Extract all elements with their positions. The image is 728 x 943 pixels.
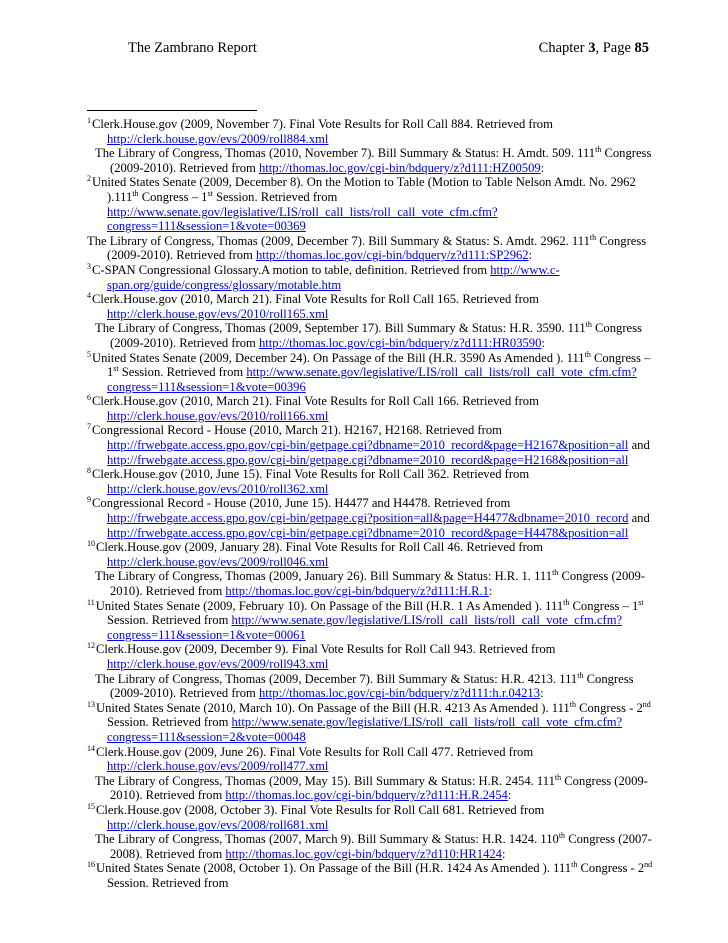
footnote-text: C-SPAN Congressional Glossary.A motion to table, definition. Retrieved from <box>92 262 491 277</box>
footnote-number: 6 <box>87 393 91 403</box>
reference-link[interactable]: http://thomas.loc.gov/cgi-bin/bdquery/z?d111:HR03590 <box>259 335 542 350</box>
reference-link[interactable]: http://clerk.house.gov/evs/2009/roll477.xml <box>107 759 329 774</box>
footnote-text: The Library of Congress, Thomas (2009, September 17). Bill Summary & Status: H.R. 3590. 111 <box>95 321 586 336</box>
footnote-text: Clerk.House.gov (2008, October 3). Final Vote Results for Roll Call 681. Retrieved from <box>96 802 545 817</box>
ordinal-superscript: th <box>558 831 566 841</box>
page-prefix: , Page <box>595 40 635 56</box>
footnote-text: Clerk.House.gov (2009, June 26). Final Vote Results for Roll Call 477. Retrieved from <box>96 744 534 759</box>
footnote-text: The Library of Congress, Thomas (2010, November 7). Bill Summary & Status: H. Amdt. 509. 111 <box>95 146 596 161</box>
footnote-number: 14 <box>87 743 95 753</box>
footnote-text: Session. Retrieved from <box>107 715 232 730</box>
footnote-text: United States Senate (2009, December 8). On the Motion to Table (Motion to Table Nelson Amdt. No. 2962 ).111 <box>92 175 636 204</box>
footnote-separator <box>87 110 257 111</box>
footnote-14 <box>87 745 662 774</box>
reference-link[interactable]: http://thomas.loc.gov/cgi-bin/bdquery/z?d111:SP2962 <box>256 248 529 263</box>
footnote-2 <box>87 175 662 233</box>
footnote-text: : <box>507 788 512 803</box>
reference-link[interactable]: http://clerk.house.gov/evs/2009/roll943.xml <box>107 656 329 671</box>
footnote-continuation <box>87 774 662 803</box>
reference-link[interactable]: http://clerk.house.gov/evs/2010/roll166.xml <box>107 408 329 423</box>
footnote-16 <box>87 861 662 890</box>
reference-link[interactable]: http://frwebgate.access.gpo.gov/cgi-bin/getpage.cgi?position=all&page=H4477&dbname=2010_record <box>107 511 629 526</box>
footnote-text: The Library of Congress, Thomas (2009, January 26). Bill Summary & Status: H.R. 1. 111 <box>95 569 553 584</box>
ordinal-superscript: th <box>554 772 562 782</box>
footnote-9 <box>87 496 662 540</box>
reference-link[interactable]: http://www.senate.gov/legislative/LIS/roll_call_lists/roll_call_vote_cfm.cfm?congress=111&session=1&vote=00396 <box>107 365 637 394</box>
footnote-text: Clerk.House.gov (2009, December 9). Final Vote Results for Roll Call 943. Retrieved from <box>96 642 556 657</box>
footnote-text: Session. Retrieved from <box>212 189 338 204</box>
footnote-number: 9 <box>87 495 91 505</box>
footnote-text: Session. Retrieved from <box>107 613 232 628</box>
ordinal-superscript: th <box>569 699 576 709</box>
footnote-text: United States Senate (2009, December 24). On Passage of the Bill (H.R. 3590 As Amended ). 111 <box>92 350 585 365</box>
footnote-text: Clerk.House.gov (2010, March 21). Final Vote Results for Roll Call 165. Retrieved from <box>92 292 539 307</box>
footnote-13 <box>87 701 662 745</box>
page-number: 85 <box>634 40 649 56</box>
reference-link[interactable]: http://thomas.loc.gov/cgi-bin/bdquery/z?d111:h.r.04213 <box>259 686 540 701</box>
footnote-1 <box>87 117 662 146</box>
reference-link[interactable]: http://www.senate.gov/legislative/LIS/roll_call_lists/roll_call_vote_cfm.cfm?congress=111&session=1&vote=00369 <box>107 204 498 234</box>
reference-link[interactable]: http://thomas.loc.gov/cgi-bin/bdquery/z?d110:HR1424 <box>225 846 502 861</box>
footnote-number: 1 <box>87 116 91 125</box>
ordinal-superscript: nd <box>644 860 653 870</box>
footnotes-list <box>87 117 662 890</box>
footnote-text: : <box>528 248 533 263</box>
reference-link[interactable]: http://clerk.house.gov/evs/2010/roll362.xml <box>107 481 329 496</box>
reference-link[interactable]: http://www.senate.gov/legislative/LIS/roll_call_lists/roll_call_vote_cfm.cfm?congress=111&session=2&vote=00048 <box>107 715 623 744</box>
footnote-text: : <box>488 584 493 598</box>
reference-link[interactable]: http://thomas.loc.gov/cgi-bin/bdquery/z?d111:HZ00509 <box>259 160 541 175</box>
footnote-text: Congress (2009-2010). Retrieved from <box>110 671 634 701</box>
footnote-continuation <box>87 146 662 175</box>
footnote-number: 12 <box>87 641 95 651</box>
footnote-3 <box>87 263 662 292</box>
reference-link[interactable]: http://clerk.house.gov/evs/2009/roll884.xml <box>107 131 329 146</box>
ordinal-superscript: th <box>585 320 592 330</box>
footnote-text: Congressional Record - House (2010, March 21). H2167, H2168. Retrieved from <box>92 423 502 438</box>
footnote-6 <box>87 394 662 423</box>
footnote-text: Session. Retrieved from <box>118 365 247 380</box>
ordinal-superscript: th <box>132 188 139 198</box>
footnote-number: 5 <box>87 349 91 359</box>
reference-link[interactable]: http://thomas.loc.gov/cgi-bin/bdquery/z?d111:H.R.2454 <box>225 788 508 803</box>
footnote-text: : <box>540 686 544 701</box>
footnote-text: Congress (2009-2010). Retrieved from <box>110 146 652 175</box>
footnote-text: Congress (2007-2008). Retrieved from <box>110 832 652 861</box>
page-header <box>124 40 649 60</box>
footnote-text: The Library of Congress, Thomas (2009, May 15). Bill Summary & Status: H.R. 2454. 111 <box>95 773 555 788</box>
ordinal-superscript: th <box>595 145 602 155</box>
ordinal-superscript: st <box>207 188 213 198</box>
reference-link[interactable]: http://frwebgate.access.gpo.gov/cgi-bin/getpage.cgi?dbname=2010_record&page=H2167&position=all <box>107 438 629 453</box>
footnote-text: Congress - 2 <box>577 861 645 876</box>
ordinal-superscript: nd <box>642 699 651 709</box>
reference-link[interactable]: http://clerk.house.gov/evs/2010/roll165.xml <box>107 306 329 321</box>
footnote-number: 3 <box>87 261 91 271</box>
footnote-text: The Library of Congress, Thomas (2007, March 9). Bill Summary & Status: H.R. 1424. 110 <box>95 832 559 847</box>
footnote-text: Clerk.House.gov (2009, January 28). Final Vote Results for Roll Call 46. Retrieved from <box>96 540 543 555</box>
chapter-number: 3 <box>588 40 596 56</box>
footnote-text: Clerk.House.gov (2010, June 15). Final Vote Results for Roll Call 362. Retrieved from <box>92 467 530 482</box>
ordinal-superscript: th <box>563 597 570 607</box>
footnote-15 <box>87 803 662 832</box>
reference-link[interactable]: http://clerk.house.gov/evs/2008/roll681.xml <box>107 817 329 832</box>
footnote-text: United States Senate (2009, February 10). On Passage of the Bill (H.R. 1 As Amended ). 111 <box>95 598 564 613</box>
ordinal-superscript: st <box>113 364 119 374</box>
ordinal-superscript: th <box>589 232 597 242</box>
footnote-7 <box>87 423 662 467</box>
footnote-text: : <box>501 846 506 861</box>
footnote-continuation <box>87 672 662 701</box>
footnote-number: 15 <box>87 801 95 811</box>
footnote-continuation <box>87 321 662 350</box>
footnote-text: Congress – 1 <box>569 598 639 613</box>
footnote-text: Congress (2009-2010). Retrieved from <box>107 233 647 263</box>
footnote-4 <box>87 292 662 321</box>
reference-link[interactable]: http://www.c-span.org/guide/congress/glossary/motable.htm <box>107 262 560 292</box>
footnote-text: Congress - 2 <box>575 700 643 715</box>
footnote-number: 13 <box>87 699 95 709</box>
ordinal-superscript: th <box>584 349 591 359</box>
footnote-text: Congress – 1 <box>107 350 651 380</box>
chapter-page-label <box>539 40 649 57</box>
footnote-continuation <box>87 832 662 861</box>
footnote-number: 4 <box>87 291 91 301</box>
footnote-text: : <box>541 335 545 350</box>
ordinal-superscript: th <box>571 860 578 870</box>
footnote-number: 7 <box>87 422 91 432</box>
reference-link[interactable]: http://frwebgate.access.gpo.gov/cgi-bin/getpage.cgi?dbname=2010_record&page=H4478&position=all <box>107 525 629 540</box>
reference-link[interactable]: http://frwebgate.access.gpo.gov/cgi-bin/getpage.cgi?dbname=2010_record&page=H2168&position=all <box>107 452 629 467</box>
footnote-text: United States Senate (2010, March 10). On Passage of the Bill (H.R. 4213 As Amended ). 111 <box>96 700 570 715</box>
footnote-text: The Library of Congress, Thomas (2009, December 7). Bill Summary & Status: H.R. 4213. 111 <box>95 671 578 686</box>
footnote-text: Congressional Record - House (2010, June 15). H4477 and H4478. Retrieved from <box>92 496 511 511</box>
footnote-number: 2 <box>87 174 91 184</box>
footnote-text: and <box>628 438 650 453</box>
footnote-continuation <box>87 569 662 598</box>
footnote-text: Clerk.House.gov (2009, November 7). Final Vote Results for Roll Call 884. Retrieved from <box>92 117 553 131</box>
reference-link[interactable]: http://clerk.house.gov/evs/2009/roll046.xml <box>107 554 329 569</box>
footnote-text: : <box>540 160 545 175</box>
footnote-number: 16 <box>87 860 95 870</box>
footnote-text: The Library of Congress, Thomas (2009, December 7). Bill Summary & Status: S. Amdt. 2962. 111 <box>87 233 590 248</box>
footnote-11 <box>87 599 662 643</box>
footnote-number: 10 <box>87 539 95 549</box>
footnote-text: United States Senate (2008, October 1). On Passage of the Bill (H.R. 1424 As Amended ). 111 <box>96 861 572 876</box>
reference-link[interactable]: http://www.senate.gov/legislative/LIS/roll_call_lists/roll_call_vote_cfm.cfm?congress=111&session=1&vote=00061 <box>107 613 623 642</box>
footnote-10 <box>87 540 662 569</box>
footnote-text: Congress (2009-2010). Retrieved from <box>110 321 642 350</box>
footnote-continuation <box>87 234 662 263</box>
ordinal-superscript: th <box>577 670 584 680</box>
chapter-prefix: Chapter <box>538 40 589 56</box>
footnote-text: Congress (2009-2010). Retrieved from <box>110 773 648 803</box>
footnote-text: Congress (2009-2010). Retrieved from <box>110 569 646 598</box>
footnote-8 <box>87 467 662 496</box>
ordinal-superscript: st <box>638 597 644 607</box>
footnote-number: 8 <box>87 466 91 476</box>
reference-link[interactable]: http://thomas.loc.gov/cgi-bin/bdquery/z?d111:H.R.1 <box>225 584 489 598</box>
footnote-text: Clerk.House.gov (2010, March 21). Final Vote Results for Roll Call 166. Retrieved from <box>92 394 539 409</box>
footnote-number: 11 <box>87 597 95 607</box>
footnote-12 <box>87 642 662 671</box>
footnote-5 <box>87 351 662 395</box>
footnote-text: Session. Retrieved from <box>107 875 229 890</box>
report-title: The Zambrano Report <box>128 40 257 56</box>
footnote-text: Congress – 1 <box>138 189 208 204</box>
ordinal-superscript: th <box>552 568 559 578</box>
footnote-text: and <box>628 511 650 526</box>
